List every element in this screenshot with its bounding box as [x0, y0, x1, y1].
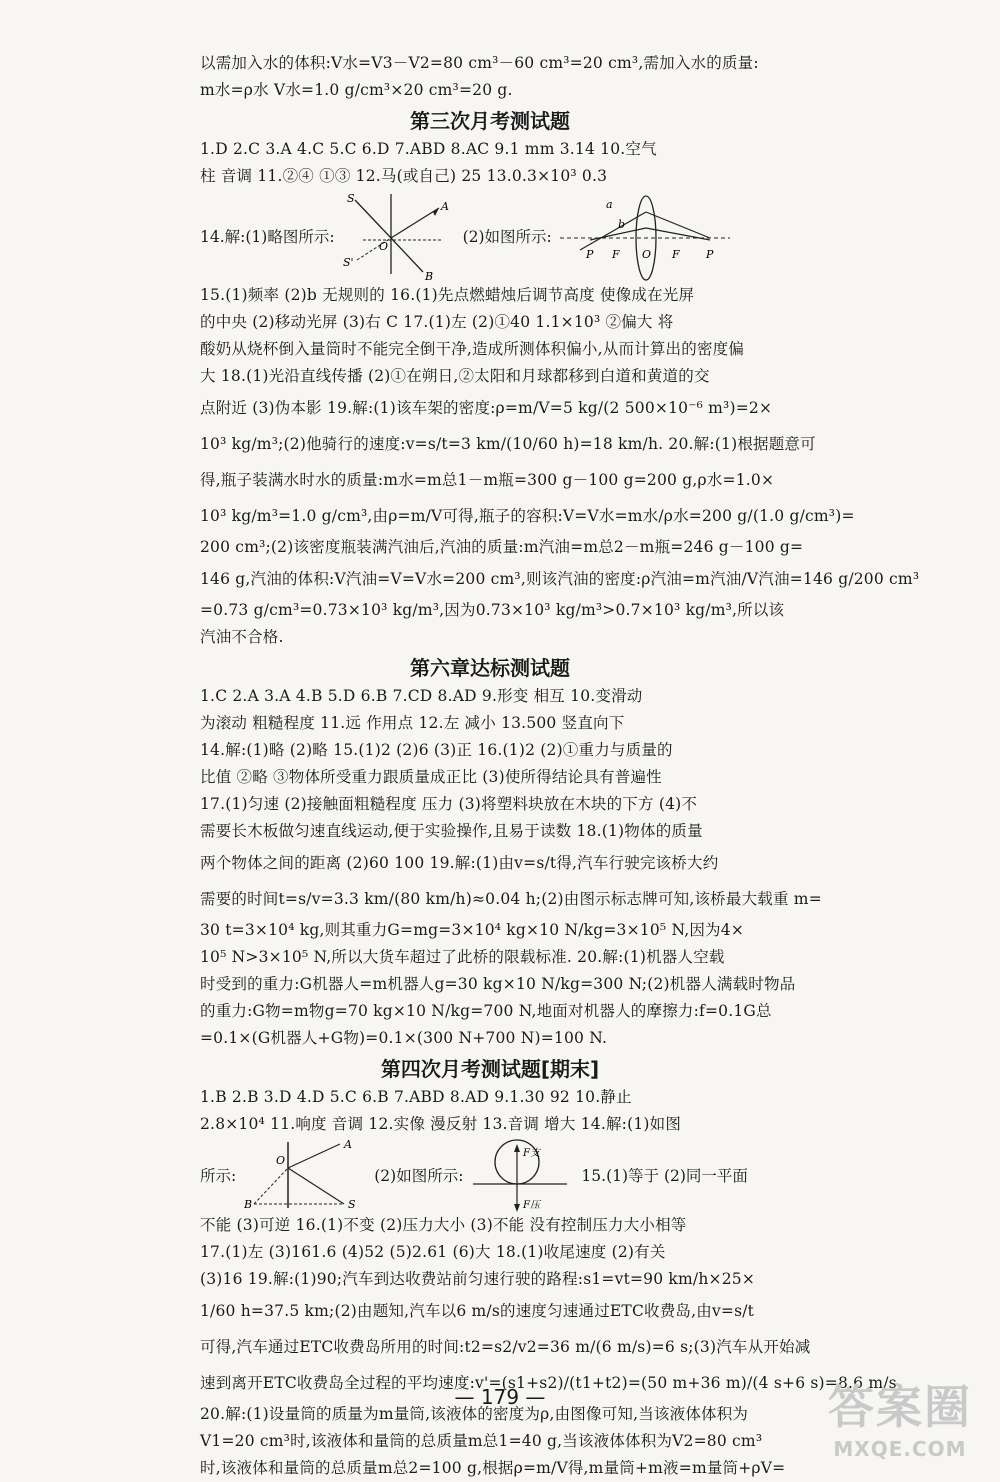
text-line: 时,该液体和量筒的总质量m总2=100 g,根据ρ=m/V得,m量筒+m液=m量筒+ρV=	[200, 1459, 786, 1477]
text-line: 点附近 (3)伪本影 19.解:(1)该车架的密度:ρ=m/V=5 kg/(2 500×10⁻⁶ m³)=2×	[200, 399, 773, 417]
label-p-left: P	[585, 248, 594, 261]
label-s: S	[346, 192, 355, 205]
text-line: 200 cm³;(2)该密度瓶装满汽油后,汽油的质量:m汽油=m总2－m瓶=246 g－100 g=	[200, 538, 804, 556]
text-line: 大 18.(1)光沿直线传播 (2)①在朔日,②太阳和月球都移到白道和黄道的交	[200, 367, 710, 385]
text-line: 柱 音调 11.②④ ①③ 12.马(或自己) 25 13.0.3×10³ 0.3	[200, 167, 608, 185]
text-line: 30 t=3×10⁴ kg,则其重力G=mg=3×10⁴ kg×10 N/kg=3×10⁵ N,因为4×	[200, 921, 745, 939]
watermark-url: MXQE.COM	[833, 1437, 967, 1461]
label-p-right: P	[705, 248, 714, 261]
q14-figure-row-2	[200, 1138, 780, 1212]
text-line: 2.8×10⁴ 11.响度 音调 12.实像 漫反射 13.音调 增大 14.解:(1)如图	[200, 1115, 682, 1133]
text-line: 146 g,汽油的体积:V汽油=V=V水=200 cm³,则该汽油的密度:ρ汽油=m汽油/V汽油=146 g/200 cm³	[200, 570, 920, 588]
text-line: 为滚动 粗糙程度 11.远 作用点 12.左 减小 13.500 竖直向下	[200, 714, 625, 732]
text-line: 的中央 (2)移动光屏 (3)右 C 17.(1)左 (2)①40 1.1×10³ ②偏大 将	[200, 313, 674, 331]
text-line: 两个物体之间的距离 (2)60 100 19.解:(1)由v=s/t得,汽车行驶完该桥大约	[200, 854, 719, 872]
text-line: 10³ kg/m³;(2)他骑行的速度:v=s/t=3 km/(10/60 h)=18 km/h. 20.解:(1)根据题意可	[200, 435, 816, 453]
text-line: m水=ρ水 V水=1.0 g/cm³×20 cm³=20 g.	[200, 81, 513, 99]
section-title-fourth-monthly: 第四次月考测试题[期末]	[380, 1057, 600, 1081]
text-line: 比值 ②略 ③物体所受重力跟质量成正比 (3)使所得结论具有普遍性	[200, 768, 662, 786]
text-line: 所示:	[200, 1167, 237, 1185]
label-s-prime: S'	[342, 256, 354, 269]
section-title-chapter-six: 第六章达标测试题	[410, 656, 570, 680]
label-f-support: F支	[523, 1148, 541, 1159]
text-line: 1/60 h=37.5 km;(2)由题知,汽车以6 m/s的速度匀速通过ETC收费岛,由v=s/t	[200, 1302, 755, 1320]
label-a: A	[344, 1138, 353, 1151]
text-line: 1.D 2.C 3.A 4.C 5.C 6.D 7.ABD 8.AC 9.1 mm 3.14 10.空气	[200, 140, 657, 158]
label-b: B	[244, 1198, 253, 1211]
reflection-diagram	[343, 190, 453, 282]
label-a: A	[440, 200, 449, 213]
label-f-left: F	[611, 248, 620, 261]
label-o: O	[276, 1154, 286, 1167]
text-line: 速到离开ETC收费岛全过程的平均速度:v'=(s1+s2)/(t1+t2)=(50 m+36 m)/(4 s+6 s)=8.6 m/s.	[200, 1374, 902, 1392]
text-line: 需要的时间t=s/v=3.3 km/(80 km/h)≈0.04 h;(2)由图示标志牌可知,该桥最大载重 m=	[200, 890, 822, 908]
top-text	[200, 50, 780, 104]
mirror-diagram	[244, 1138, 364, 1212]
text-line: 汽油不合格.	[200, 628, 284, 646]
text-line: 17.(1)左 (3)161.6 (4)52 (5)2.61 (6)大 18.(1)收尾速度 (2)有关	[200, 1243, 666, 1261]
q14-figure-row	[200, 190, 780, 282]
text-line: 20.解:(1)设量筒的质量为m量筒,该液体的密度为ρ,由图像可知,当该液体体积为	[200, 1405, 749, 1423]
text-line: 17.(1)匀速 (2)接触面粗糙程度 压力 (3)将塑料块放在木块的下方 (4)不	[200, 795, 698, 813]
text-line: 的重力:G物=m物g=70 kg×10 N/kg=700 N,地面对机器人的摩擦力:f=0.1G总	[200, 1002, 772, 1020]
text-line: =0.1×(G机器人+G物)=0.1×(300 N+700 N)=100 N.	[200, 1029, 608, 1047]
label-f-pressure: F压	[523, 1200, 541, 1211]
lens-diagram	[560, 190, 730, 282]
section-title-third-monthly: 第三次月考测试题	[410, 109, 570, 133]
text-line: (3)16 19.解:(1)90;汽车到达收费站前匀速行驶的路程:s1=vt=90 km/h×25×	[200, 1270, 756, 1288]
text-line: V1=20 cm³时,该液体和量筒的总质量m总1=40 g,当该液体体积为V2=80 cm³	[200, 1432, 763, 1450]
watermark-logo: 答案圈	[828, 1380, 972, 1434]
label-s: S	[348, 1198, 356, 1211]
text-line: 酸奶从烧杯倒入量筒时不能完全倒干净,造成所测体积偏小,从而计算出的密度偏	[200, 340, 745, 358]
text-line: 10³ kg/m³=1.0 g/cm³,由ρ=m/V可得,瓶子的容积:V=V水=m水/ρ水=200 g/(1.0 g/cm³)=	[200, 507, 855, 525]
label-ray-a: a	[605, 198, 613, 211]
text-line: 15.(1)等于 (2)同一平面	[581, 1167, 748, 1185]
text-line: 14.解:(1)略图所示:	[200, 228, 335, 246]
label-ray-b: b	[617, 218, 625, 231]
text-line: =0.73 g/cm³=0.73×10³ kg/m³,因为0.73×10³ kg/m³>0.7×10³ kg/m³,所以该	[200, 601, 785, 619]
text-line: 可得,汽车通过ETC收费岛所用的时间:t2=s2/v2=36 m/(6 m/s)=6 s;(3)汽车从开始减	[200, 1338, 811, 1356]
page-number: — 179 —	[454, 1385, 546, 1409]
label-b: B	[424, 270, 433, 282]
text-line: 14.解:(1)略 (2)略 15.(1)2 (2)6 (3)正 16.(1)2 (2)①重力与质量的	[200, 741, 673, 759]
label-o: O	[378, 240, 388, 253]
text-line: 得,瓶子装满水时水的质量:m水=m总1－m瓶=300 g－100 g=200 g,ρ水=1.0×	[200, 471, 775, 489]
text-line: (2)如图所示:	[374, 1167, 464, 1185]
text-line: 以需加入水的体积:V水=V3－V2=80 cm³－60 cm³=20 cm³,需加入水的质量:	[200, 54, 759, 72]
watermark	[828, 1371, 972, 1461]
label-o-lens: O	[641, 248, 651, 261]
text-line: 15.(1)频率 (2)b 无规则的 16.(1)先点燃蜡烛后调节高度 使像成在光屏	[200, 286, 695, 304]
force-diagram	[471, 1138, 571, 1212]
text-line: 1.B 2.B 3.D 4.D 5.C 6.B 7.ABD 8.AD 9.1.30 92 10.静止	[200, 1088, 632, 1106]
text-line: (2)如图所示:	[462, 228, 552, 246]
text-line: 时受到的重力:G机器人=m机器人g=30 kg×10 N/kg=300 N;(2)机器人满载时物品	[200, 975, 796, 993]
text-line: 不能 (3)可逆 16.(1)不变 (2)压力大小 (3)不能 没有控制压力大小相等	[200, 1216, 687, 1234]
text-line: 10⁵ N>3×10⁵ N,所以大货车超过了此桥的限载标准. 20.解:(1)机器人空载	[200, 948, 725, 966]
text-line: 1.C 2.A 3.A 4.B 5.D 6.B 7.CD 8.AD 9.形变 相互 10.变滑动	[200, 687, 643, 705]
text-line: 需要长木板做匀速直线运动,便于实验操作,且易于读数 18.(1)物体的质量	[200, 822, 703, 840]
label-f-right: F	[671, 248, 680, 261]
